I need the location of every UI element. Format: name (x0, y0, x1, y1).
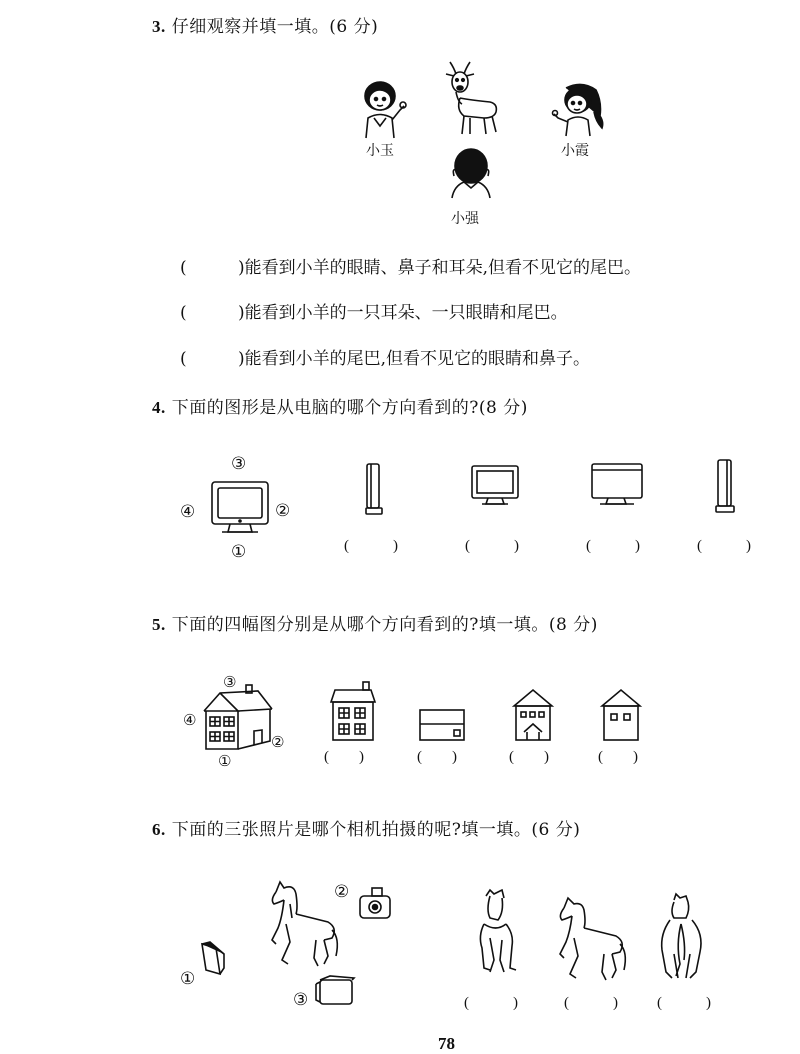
q3-line-3-blank[interactable]: ( (180, 349, 187, 369)
q3-line-2-text: )能看到小羊的一只耳朵、一只眼睛和尾巴。 (238, 303, 568, 323)
q4-view-side-2 (712, 458, 738, 516)
q6-blank-1[interactable]: ( ) (464, 995, 518, 1011)
q5-view-side-door (512, 688, 554, 742)
q5-house-reference (200, 685, 276, 755)
xiaoqiang-figure (448, 148, 494, 200)
q5-blank-4[interactable]: ( ) (598, 749, 638, 765)
q6-title-text: 下面的三张照片是哪个相机拍摄的呢?填一填。(6 分) (171, 820, 581, 840)
q3-line-3-text: )能看到小羊的尾巴,但看不见它的眼睛和鼻子。 (238, 349, 591, 369)
q5-number: 5. (152, 615, 166, 634)
q4-blank-4[interactable]: ( ) (697, 538, 751, 554)
q5-mark-bottom: ① (218, 752, 232, 770)
q4-view-front (470, 464, 522, 510)
xiaoxia-figure (552, 82, 608, 138)
q6-title (152, 815, 580, 840)
q5-title (152, 610, 598, 635)
camera-1-label: ① (180, 969, 196, 989)
q4-blank-3[interactable]: ( ) (586, 538, 640, 554)
q6-photo-3-horse (656, 894, 708, 986)
q3-line-1-text: )能看到小羊的眼睛、鼻子和耳朵,但看不见它的尾巴。 (238, 258, 642, 278)
q5-blank-1[interactable]: ( ) (324, 749, 364, 765)
q3-title (152, 12, 378, 37)
camera-2-label: ② (334, 882, 350, 902)
q5-title-text: 下面的四幅图分别是从哪个方向看到的?填一填。(8 分) (171, 615, 598, 635)
q4-view-back (590, 462, 646, 510)
goat-figure (440, 58, 502, 138)
xiaoxia-label: 小霞 (561, 143, 589, 159)
q4-monitor-reference (210, 480, 272, 538)
q4-blank-1[interactable]: ( ) (344, 538, 398, 554)
q6-photo-2-horse (556, 896, 630, 982)
q4-mark-top: ③ (231, 454, 247, 474)
q4-mark-bottom: ① (231, 542, 247, 562)
q5-blank-3[interactable]: ( ) (509, 749, 549, 765)
q3-number: 3. (152, 17, 166, 36)
q6-horse-center (266, 878, 342, 970)
q3-line-3 (180, 344, 590, 369)
q4-number: 4. (152, 398, 166, 417)
q3-line-2 (180, 298, 568, 323)
q5-view-side-plain (600, 688, 642, 742)
q6-blank-3[interactable]: ( ) (657, 995, 711, 1011)
xiaoyu-figure (358, 78, 410, 140)
q5-view-top (418, 708, 466, 742)
camera-1-icon (198, 940, 226, 978)
q3-line-1-blank[interactable]: ( (180, 258, 187, 278)
q4-mark-right: ② (275, 501, 291, 521)
q4-title (152, 393, 528, 418)
q6-number: 6. (152, 820, 166, 839)
q5-view-front (329, 682, 377, 742)
camera-2-icon (356, 886, 394, 922)
camera-3-icon (314, 974, 356, 1008)
page-number: 78 (438, 1034, 455, 1053)
q5-mark-right: ② (271, 733, 285, 751)
camera-3-label: ③ (293, 990, 309, 1010)
q3-line-2-blank[interactable]: ( (180, 303, 187, 323)
q4-view-side-1 (362, 462, 386, 518)
xiaoyu-label: 小玉 (366, 143, 394, 159)
q3-title-text: 仔细观察并填一填。(6 分) (171, 17, 379, 37)
q4-mark-left: ④ (180, 502, 196, 522)
q4-title-text: 下面的图形是从电脑的哪个方向看到的?(8 分) (171, 398, 528, 418)
q4-blank-2[interactable]: ( ) (465, 538, 519, 554)
q5-blank-2[interactable]: ( ) (417, 749, 457, 765)
q6-photo-1-horse (472, 888, 522, 976)
q6-blank-2[interactable]: ( ) (564, 995, 618, 1011)
q5-mark-left: ④ (183, 711, 197, 729)
q3-line-1 (180, 253, 641, 278)
xiaoqiang-label: 小强 (451, 211, 479, 227)
q5-mark-top: ③ (223, 673, 237, 691)
